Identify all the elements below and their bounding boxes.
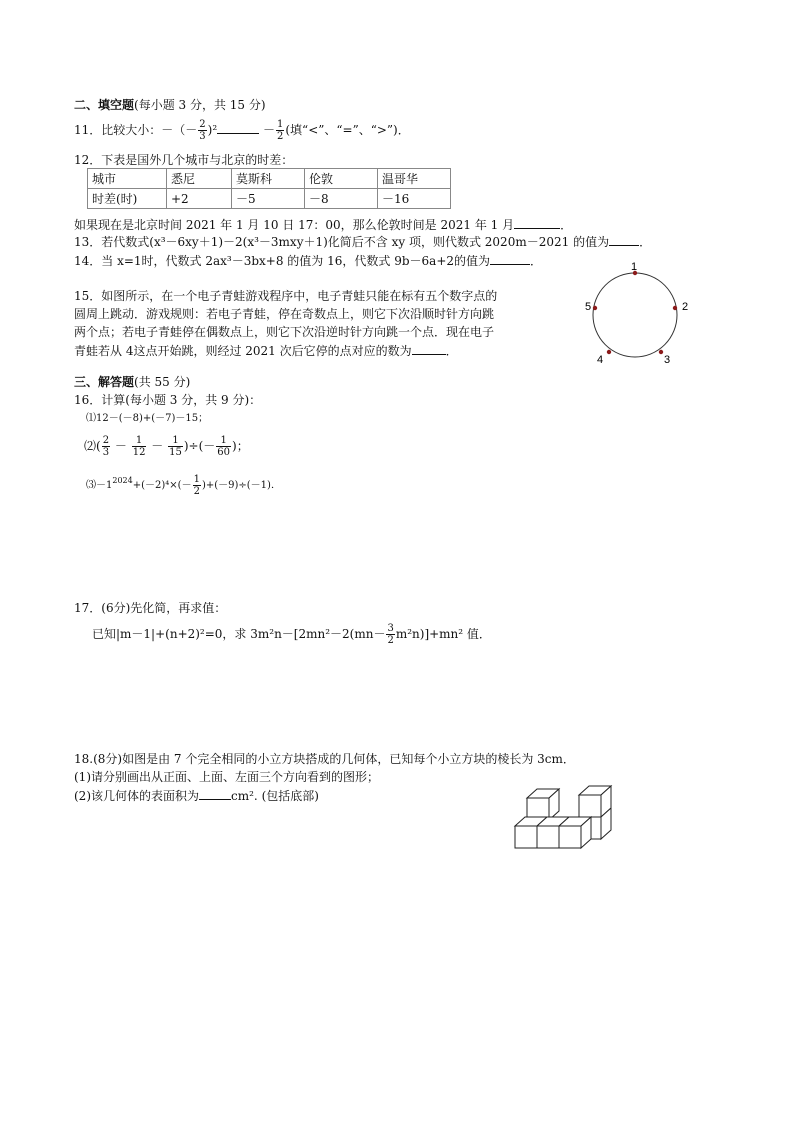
table-header-cell: 悉尼 [167, 169, 232, 189]
section-3-note: (共 55 分) [134, 375, 191, 389]
question-11 [74, 118, 410, 142]
section-3-title: 三、解答题 [74, 375, 135, 389]
question-12-followup: 如果现在是北京时间 2021 年 1 月 10 日 17：00，那么伦敦时间是 2021 年 1 月 ． [74, 218, 573, 232]
q16-frac-a: $\frac{2}{3}$ [102, 435, 110, 458]
section-2-note: (每小题 3 分，共 15 分) [134, 98, 266, 112]
table-cell: －16 [378, 189, 451, 209]
q17-fraction: $\frac{3}{2}$ [387, 623, 394, 646]
table-header-cell: 城市 [88, 169, 167, 189]
q16-frac-d: $\frac{1}{60}$ [217, 435, 231, 458]
question-14: 14．当 x=1时，代数式 2ax³－3bx+8 的值为 16，代数式 9b－6a+2的值为 ． [74, 254, 543, 268]
table-cell: +2 [167, 189, 232, 209]
question-15-line-1: 15．如图所示，在一个电子青蛙游戏程序中，电子青蛙只能在标有五个数字点的 [74, 289, 498, 303]
q11-fraction-2: $\frac{1}{2}$ [277, 119, 284, 142]
question-18-line-1: 18.(8分)如图是由 7 个完全相同的小立方块搭成的几何体，已知每个小立方块的棱长为 3cm． [74, 752, 575, 766]
question-17-title: 17．(6分)先化简，再求值： [74, 601, 227, 615]
table-header-cell: 莫斯科 [232, 169, 305, 189]
q12-answer-blank[interactable] [514, 216, 560, 229]
section-3-heading [74, 374, 190, 390]
q16-part-3: $⑶-1^{2024}+(-2)^4\times(-$ $\frac{1}{2}$ )+(－9)÷(－1)． [86, 474, 281, 497]
table-header-cell: 温哥华 [378, 169, 451, 189]
section-2-title: 二、填空题 [74, 98, 135, 112]
table-cell: －8 [305, 189, 378, 209]
time-difference-table [87, 168, 451, 209]
q16-part-1: ⑴12－(－8)+(－7)－15； [86, 413, 209, 424]
q11-fraction-1: $\frac{2}{3}$ [199, 119, 206, 142]
q11-power: )² [207, 123, 218, 137]
table-row [88, 169, 451, 189]
q16-frac-b: $\frac{1}{12}$ [132, 435, 146, 458]
q16-frac-c: $\frac{1}{15}$ [169, 435, 182, 458]
table-row [88, 189, 451, 209]
point-3-dot [659, 350, 663, 354]
point-1-label: 1 [631, 262, 638, 273]
point-2-label: 2 [682, 301, 689, 313]
cube-stack-figure [510, 782, 630, 854]
point-5-label: 5 [585, 301, 592, 313]
q11-prefix: 11．比较大小：－（－ [74, 123, 198, 137]
q13-answer-blank[interactable] [609, 233, 639, 246]
q15-answer-blank[interactable] [412, 342, 446, 355]
point-4-label: 4 [597, 354, 604, 366]
point-5-dot [593, 306, 597, 310]
q11-minus: － [262, 123, 275, 137]
section-2-heading [74, 97, 266, 113]
frog-circle-diagram [585, 262, 700, 372]
table-header-cell: 伦敦 [305, 169, 378, 189]
q11-hint: (填“<”、“=”、“>”)． [285, 123, 410, 137]
point-2-dot [673, 306, 677, 310]
point-4-dot [607, 350, 611, 354]
question-15-line-4: 青蛙若从 4这点开始跳，则经过 2021 次后它停的点对应的数为 ． [74, 344, 458, 358]
table-cell: －5 [232, 189, 305, 209]
question-18-line-3: (2)该几何体的表面积为 cm². (包括底部) [74, 789, 319, 803]
q16-frac-e: $\frac{1}{2}$ [193, 474, 200, 497]
table-cell: 时差(时) [88, 189, 167, 209]
q11-answer-blank[interactable] [217, 121, 259, 134]
q18-answer-blank[interactable] [199, 787, 231, 800]
question-15-line-2: 圆周上跳动．游戏规则：若电子青蛙，停在奇数点上，则它下次沿顺时针方向跳 [74, 307, 495, 321]
question-18-line-2: (1)请分别画出从正面、上面、左面三个方向看到的图形； [74, 770, 380, 784]
question-13: 13．若代数式(x³－6xy＋1)－2(x³－3mxy＋1)化简后不含 xy 项，则代数式 2020m－2021 的值为 ． [74, 235, 652, 249]
question-17-body: 已知|m－1|+(n+2)²=0，求 3m²n－[2mn²－2(mn－ $\frac{3}{2}$ m²n)]+mn² 值． [92, 623, 491, 646]
point-3-label: 3 [664, 354, 671, 366]
q14-answer-blank[interactable] [490, 252, 530, 265]
question-15-line-3: 两个点；若电子青蛙停在偶数点上，则它下次沿逆时针方向跳一个点．现在电子 [74, 325, 495, 339]
question-12: 12．下表是国外几个城市与北京的时差： [74, 153, 294, 167]
q16-part-2: ⑵( $\frac{2}{3}$ － $\frac{1}{12}$ － $\frac{1}{15}$ )÷(－ $\frac{1}{60}$ )； [84, 435, 249, 458]
question-16-title: 16．计算(每小题 3 分，共 9 分)： [74, 393, 262, 407]
